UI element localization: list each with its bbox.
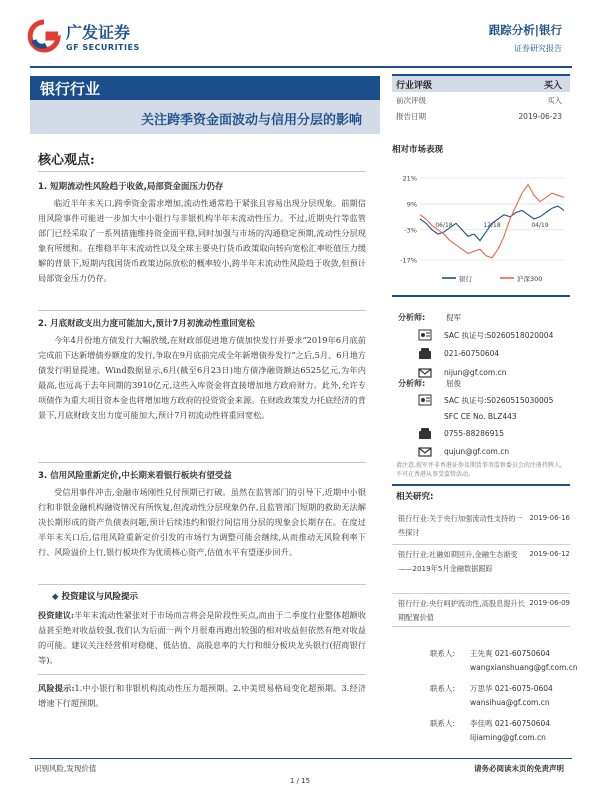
report-date-row: 报告日期 2019-06-23 xyxy=(396,111,562,121)
y-tick-label: 9% xyxy=(406,200,417,209)
contact-email[interactable]: wansihua@gf.com.cn xyxy=(470,698,550,707)
related-date: 2019-06-12 xyxy=(529,550,570,558)
section-divider xyxy=(38,462,366,463)
related-divider xyxy=(392,593,570,594)
analyst-phone: 021-60750604 xyxy=(444,349,500,358)
contact-name: 王先爽 021-60750604 xyxy=(470,649,551,658)
rating-header xyxy=(392,74,570,92)
y-tick-label: 21% xyxy=(402,174,417,183)
y-tick-label: -17% xyxy=(400,256,417,265)
rating-value: 买入 xyxy=(543,80,562,91)
invest-advice-body: 投资建议:半年末流动性紧张对于市场而言将会是阶段性买点,而由于二季度行业整体超额收益甚至绝对收益较强,我们认为后面一两个月很难再跑出较强的相对收益但依然有绝对收益的可能。建议关注经营相对稳健、低估值、高股息率的大行和细分板块龙头银行(招商银行等)。 xyxy=(38,610,366,665)
analyst-label: 分析师: xyxy=(398,379,426,388)
prev-rating-row: 前次评级 买入 xyxy=(396,95,562,105)
x-tick-label: 06/18 xyxy=(435,221,453,229)
section-heading-2: 2. 月底财政支出力度可能加大,预计7月初流动性重回宽松 xyxy=(38,319,255,329)
certificate-icon xyxy=(418,393,432,407)
analyst-email[interactable]: qujun@gf.com.cn xyxy=(444,447,510,456)
related-date: 2019-06-09 xyxy=(529,599,570,607)
section-divider xyxy=(38,584,366,585)
y-tick-label: -3% xyxy=(404,226,417,235)
contact-email[interactable]: wangxianshuang@gf.com.cn xyxy=(470,663,578,672)
related-item[interactable]: 银行行业:央行呵护流动性,高股息提升长期配置价值 2019-06-09 xyxy=(398,599,570,622)
phone-icon xyxy=(418,347,432,361)
section-body-1: 临近半年末关口,跨季资金需求增加,流动性通常趋于紧张且容易出现分层现象。前期信用风险事件可能进一步加大中小银行与非银机构半年末流动性压力。不过,近期央行等监管部门已经采取了一系列措施维持资金面平稳,同时加强与市场的沟通稳定预期,流动性分层现象有所缓和。在维稳半年末流动性以及全球主要央行货币政策取向转向宽松汇率贬值压力缓解的背景下,短期内我国货币政策边际放松的概率较小,跨半年末流动性风险趋于收敛,但预计局部资金压力仍存。 xyxy=(38,198,366,283)
analyst-name: 倪军 xyxy=(446,313,461,322)
legend-label: 沪深300 xyxy=(517,275,543,283)
legend-label: 银行 xyxy=(459,275,472,283)
footer-disclaimer: 请务必阅读末页的免责声明 xyxy=(474,764,564,773)
contact-name: 万思华 021-6075-0604 xyxy=(470,684,553,693)
logo-mark-icon xyxy=(30,22,58,50)
header-divider xyxy=(30,66,572,68)
section-heading-3: 3. 信用风险重新定价,中长期来看银行板块有望受益 xyxy=(38,471,232,481)
risk-warning-body: 风险提示:1.中小银行和非银机构流动性压力超预期。2.中美贸易格局变化超预期。3.经济增速下行超预期。 xyxy=(38,683,367,708)
risk-warning-label: 风险提示: xyxy=(38,683,75,693)
certificate-icon xyxy=(418,328,432,342)
footer-divider xyxy=(30,758,572,759)
analyst-phone: 0755-88286915 xyxy=(444,429,504,438)
report-category: 证券研究报告 xyxy=(514,44,562,53)
rating-label: 行业评级 xyxy=(396,80,433,91)
page-number: 1 / 15 xyxy=(289,777,311,785)
analyst-email[interactable]: nijun@gf.com.cn xyxy=(444,368,507,377)
contact-label: 联系人: xyxy=(430,649,456,658)
logo-name-en: GF SECURITIES xyxy=(66,43,140,52)
report-type: 跟踪分析|银行 xyxy=(488,23,562,37)
bullet-icon: ◆ xyxy=(52,592,62,602)
invest-advice-label: 投资建议: xyxy=(38,610,75,620)
section-divider xyxy=(38,171,366,172)
logo-name-cn: 广发证券 xyxy=(66,23,131,42)
phone-icon xyxy=(418,427,432,441)
related-item[interactable]: 银行行业:社融如期回升,金融生态渐变——2019年5月金融数据跟踪 2019-06-12 xyxy=(398,550,570,573)
related-item[interactable]: 银行行业:关于央行加强流动性支持的一些探讨 2019-06-16 xyxy=(398,514,570,537)
invest-advice-heading: ◆ 投资建议与风险提示 xyxy=(52,592,139,602)
related-date: 2019-06-16 xyxy=(529,514,570,522)
analyst-sac: SAC 执证号:S0260515030005 xyxy=(444,396,554,405)
analyst-sfc: SFC CE No. BLZ443 xyxy=(444,412,517,421)
contact-label: 联系人: xyxy=(430,684,456,693)
section-divider xyxy=(38,310,366,311)
registration-note: 请注意,倪军并非香港证券及期货事务监察委员会的注册持牌人,不可在香港从事受监管活动。 xyxy=(396,462,562,478)
related-divider xyxy=(392,626,570,627)
gf-securities-logo xyxy=(26,18,186,54)
relative-performance-chart xyxy=(392,160,570,290)
contact-email[interactable]: lijiaming@gf.com.cn xyxy=(470,733,546,742)
section-body-3: 受信用事件冲击,金融市场刚性兑付预期已打破。虽然在监管部门的引导下,近期中小银行和非银金融机构融资情况有所恢复,但流动性分层现象仍存,且监管部门短期的救助无法解决长期形成的资产负债表问题,预计后续违约和银行间信用分层的现象会长期存在。在度过半年末关口后,信用风险重新定价引发的市场行为调整可能会继续,从而推动无风险利率下行、风险溢价上行,银行板块作为优质核心资产,估值水平有望逐步回升。 xyxy=(38,487,366,557)
contact-name: 李佳鸣 021-60750604 xyxy=(470,719,551,728)
related-research xyxy=(392,484,570,505)
core-viewpoint-title: 核心观点: xyxy=(38,153,95,168)
contact-label: 联系人: xyxy=(430,719,456,728)
footer-slogan: 识别风险,发现价值 xyxy=(34,764,97,773)
industry-banner: 银行行业 xyxy=(30,76,380,100)
analyst-name: 屈俊 xyxy=(446,379,461,388)
chart-title: 相对市场表现 xyxy=(392,145,444,155)
email-icon xyxy=(418,445,432,459)
related-divider xyxy=(392,544,570,545)
section-heading-1: 1. 短期流动性风险趋于收敛,局部资金面压力仍存 xyxy=(38,182,224,192)
related-research-title: 相关研究: xyxy=(396,492,434,502)
header-right xyxy=(489,22,562,54)
report-headline: 关注跨季资金面波动与信用分层的影响 xyxy=(30,100,380,134)
analyst-label: 分析师: xyxy=(398,313,426,322)
x-tick-label: 04/19 xyxy=(531,221,549,229)
section-body-2: 今年4月份地方债发行大幅放缓,在财政部促进地方债加快发行并要求“2019年6月底前完成前下达新增债券额度的发行,争取在9月底前完成全年新增债券发行”之后,5月、6月地方债发行明显提速。Wind数据显示,6月(截至6月23日)地方债净融资额达6525亿元,为年内最高,也远高于去年同期的3910亿元,这些入库资金将直接增加地方政府财力。此外,允许专项债作为重大项目资本金也将增加地方政府的投资资金来源。在财政政策发力托底经济的背景下,月底财政支出力度可能加大,预计7月初流动性将重回宽松。 xyxy=(38,335,366,420)
rating-box xyxy=(392,74,570,124)
x-tick-label: 12/18 xyxy=(483,221,501,229)
analyst-sac: SAC 执证号:S0260518020004 xyxy=(444,331,554,340)
section-divider xyxy=(38,674,366,675)
